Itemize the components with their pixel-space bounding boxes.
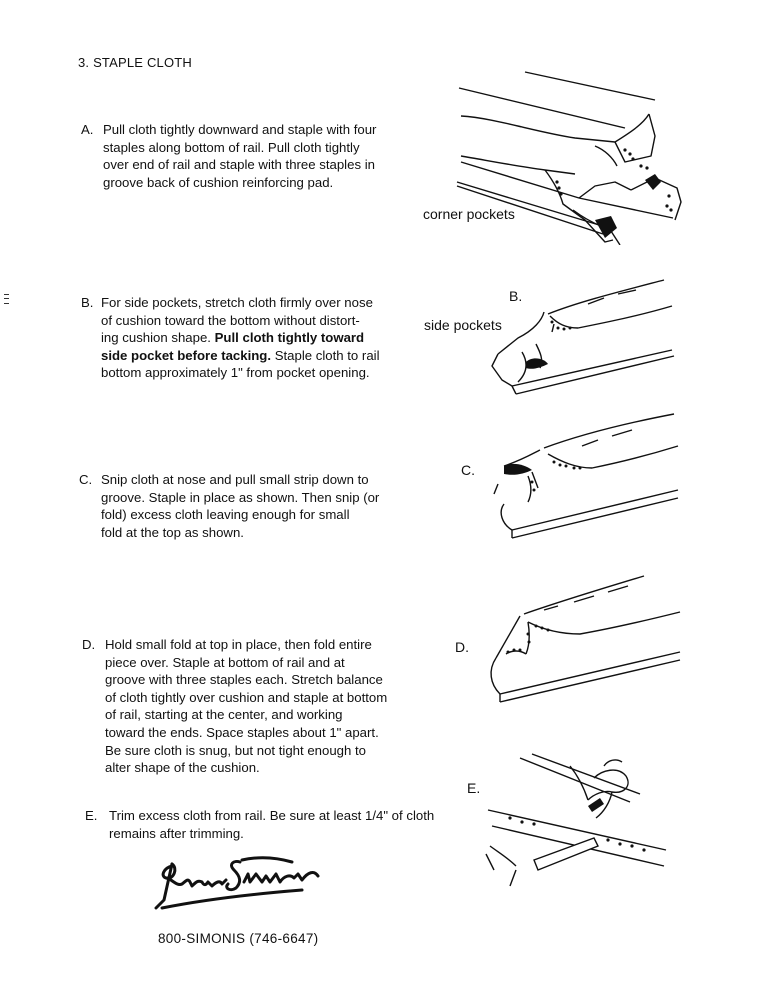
step-e-trimming-illustration	[480, 746, 670, 891]
step-line: staples along bottom of rail. Pull cloth tightly	[103, 139, 360, 155]
step-c	[79, 471, 401, 541]
step-line: Snip cloth at nose and pull small strip down to	[101, 472, 369, 487]
step-line: groove back of cushion reinforcing pad.	[103, 174, 334, 190]
caption-corner-pockets: corner pockets	[423, 206, 515, 222]
step-line: Pull cloth tightly downward and staple with four	[103, 122, 377, 137]
step-d	[82, 636, 415, 777]
figure-step-e	[480, 746, 670, 891]
step-line: remains after trimming.	[109, 825, 244, 841]
caption-side-pockets: side pockets	[424, 317, 502, 333]
step-letter: D.	[82, 637, 96, 652]
section-number: 3.	[78, 55, 90, 70]
step-line: Trim excess cloth from rail. Be sure at least 1/4" of cloth	[109, 808, 435, 823]
step-text: Staple cloth to rail	[271, 347, 380, 363]
step-line	[101, 347, 401, 365]
step-letter: C.	[79, 472, 93, 487]
step-letter: A.	[81, 122, 94, 137]
figure-letter-d: D.	[455, 639, 469, 655]
step-line: bottom approximately 1" from pocket opening.	[101, 365, 370, 381]
step-c-illustration	[492, 410, 682, 540]
figure-letter-b: B.	[509, 288, 523, 304]
step-bold-text: Pull cloth tightly toward	[214, 330, 365, 346]
step-line: of rail, starting at the center, and working	[105, 707, 343, 723]
figure-step-d	[484, 570, 684, 710]
step-b	[81, 294, 401, 382]
step-line: of cloth tightly over cushion and staple at bottom	[105, 689, 388, 705]
step-d-illustration	[484, 570, 684, 710]
section-title: STAPLE CLOTH	[93, 55, 193, 70]
step-text: ing cushion shape.	[101, 330, 215, 346]
phone-number: 800-SIMONIS (746-6647)	[158, 931, 319, 946]
figure-letter-e: E.	[467, 780, 481, 796]
step-line: fold at the top as shown.	[101, 524, 244, 540]
step-line: For side pockets, stretch cloth firmly over nose	[101, 295, 373, 310]
figure-step-c	[492, 410, 682, 540]
scan-edge-mark	[4, 294, 9, 304]
step-line	[101, 329, 401, 347]
step-line: groove. Staple in place as shown. Then snip (or	[101, 489, 380, 505]
step-letter: B.	[81, 295, 94, 310]
step-line: of cushion toward the bottom without distort-	[101, 312, 360, 328]
step-line: toward the ends. Space staples about 1" apart.	[105, 724, 379, 740]
step-line: piece over. Staple at bottom of rail and at	[105, 654, 345, 670]
step-line: fold) excess cloth leaving enough for small	[101, 507, 350, 523]
step-line: alter shape of the cushion.	[105, 760, 260, 776]
step-line: Hold small fold at top in place, then fold entire	[105, 637, 372, 652]
step-line: groove with three staples each. Stretch balance	[105, 672, 383, 688]
handwritten-signature	[142, 848, 357, 913]
signature	[142, 848, 357, 918]
step-line: Be sure cloth is snug, but not tight enough to	[105, 742, 366, 758]
step-e	[85, 807, 449, 842]
step-line: over end of rail and staple with three staples in	[103, 157, 375, 173]
figure-side-pockets	[488, 276, 678, 406]
side-pocket-illustration	[488, 276, 678, 406]
step-a	[81, 121, 413, 191]
step-letter: E.	[85, 808, 98, 823]
step-bold-text: side pocket before tacking.	[101, 347, 272, 363]
section-heading	[78, 55, 192, 70]
figure-letter-c: C.	[461, 462, 475, 478]
